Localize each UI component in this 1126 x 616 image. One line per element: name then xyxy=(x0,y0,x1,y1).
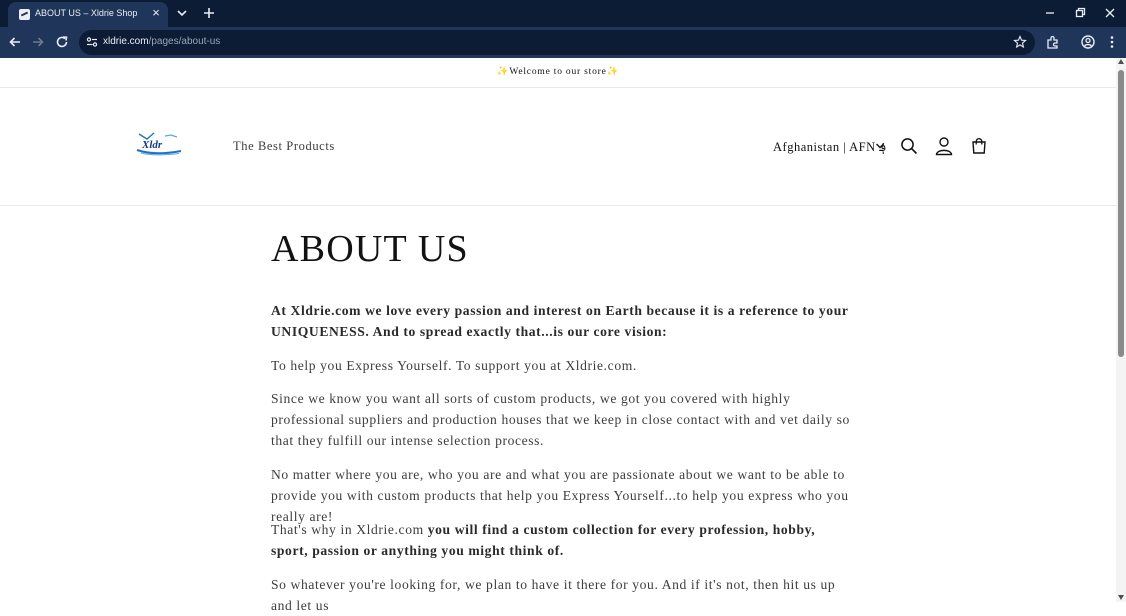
minimize-icon[interactable] xyxy=(1042,6,1058,20)
intro-paragraph xyxy=(271,300,851,342)
more-menu-icon[interactable] xyxy=(1104,34,1120,50)
url-path: /pages/about-us xyxy=(148,36,221,47)
active-tab[interactable] xyxy=(8,2,168,27)
nav-link-best-products[interactable]: The Best Products xyxy=(233,139,335,153)
address-bar[interactable] xyxy=(79,30,1035,55)
url-host: xldrie.com xyxy=(103,36,149,47)
intro-bold-text: At Xldrie.com we love every passion and interest on Earth because it is a reference to your UNIQUENESS. And to spread exactly that...is our core vision: xyxy=(271,303,849,340)
mission-paragraph: To help you Express Yourself. To support you at Xldrie.com. xyxy=(271,358,637,373)
close-window-icon[interactable] xyxy=(1102,6,1118,20)
scroll-down-arrow-icon[interactable] xyxy=(1118,595,1124,600)
url-text xyxy=(103,36,220,47)
tab-close-icon[interactable]: × xyxy=(152,5,160,20)
restore-icon[interactable] xyxy=(1072,6,1088,20)
tab-title: ABOUT US – Xldrie Shop xyxy=(35,8,138,18)
xldrie-logo[interactable] xyxy=(135,130,183,156)
logo-wordmark: Xldr xyxy=(142,139,163,151)
scrollbar-thumb[interactable] xyxy=(1118,70,1124,357)
passion-paragraph: No matter where you are, who you are and what you are passionate about we want to be able to provide you with custom products that help you Express Yourself...to help you express who you really are! xyxy=(271,467,849,525)
collection-bold-text: you will find a custom collection for every profession, hobby, sport, passion or anything you might think of. xyxy=(271,522,816,559)
page-viewport xyxy=(0,58,1116,614)
collection-paragraph xyxy=(271,519,851,561)
scroll-up-arrow-icon[interactable] xyxy=(1118,59,1124,64)
favicon-icon xyxy=(19,9,30,20)
country-currency-selector[interactable]: Afghanistan | AFN ؋ xyxy=(773,140,887,154)
account-icon[interactable] xyxy=(935,136,953,156)
site-info-icon[interactable] xyxy=(85,35,99,49)
new-tab-plus-icon[interactable] xyxy=(201,5,217,21)
tab-search-chevron-icon[interactable] xyxy=(174,6,190,20)
forward-icon[interactable] xyxy=(30,34,46,50)
vertical-scrollbar[interactable] xyxy=(1116,58,1126,602)
chevron-down-icon[interactable] xyxy=(875,142,885,150)
collection-prefix: That's why in Xldrie.com xyxy=(271,522,428,537)
suppliers-paragraph: Since we know you want all sorts of custom products, we got you covered with highly professional suppliers and production houses that we keep in close contact with and vet daily so that they fulfill our intense selection process. xyxy=(271,391,850,449)
site-header xyxy=(0,88,1116,206)
search-icon[interactable] xyxy=(900,137,918,155)
back-icon[interactable] xyxy=(7,34,23,50)
announcement-bar: ✨Welcome to our store✨ xyxy=(0,58,1116,88)
tab-strip xyxy=(0,0,1126,27)
closing-paragraph: So whatever you're looking for, we plan to have it there for you. And if it's not, then hit us up and let us xyxy=(271,577,836,614)
extensions-icon[interactable] xyxy=(1045,34,1061,50)
reload-icon[interactable] xyxy=(54,34,70,50)
browser-toolbar xyxy=(0,27,1126,58)
bookmark-star-icon[interactable] xyxy=(1013,35,1027,49)
profile-icon[interactable] xyxy=(1080,34,1096,50)
cart-icon[interactable] xyxy=(970,137,988,155)
page-title: ABOUT US xyxy=(271,228,469,270)
